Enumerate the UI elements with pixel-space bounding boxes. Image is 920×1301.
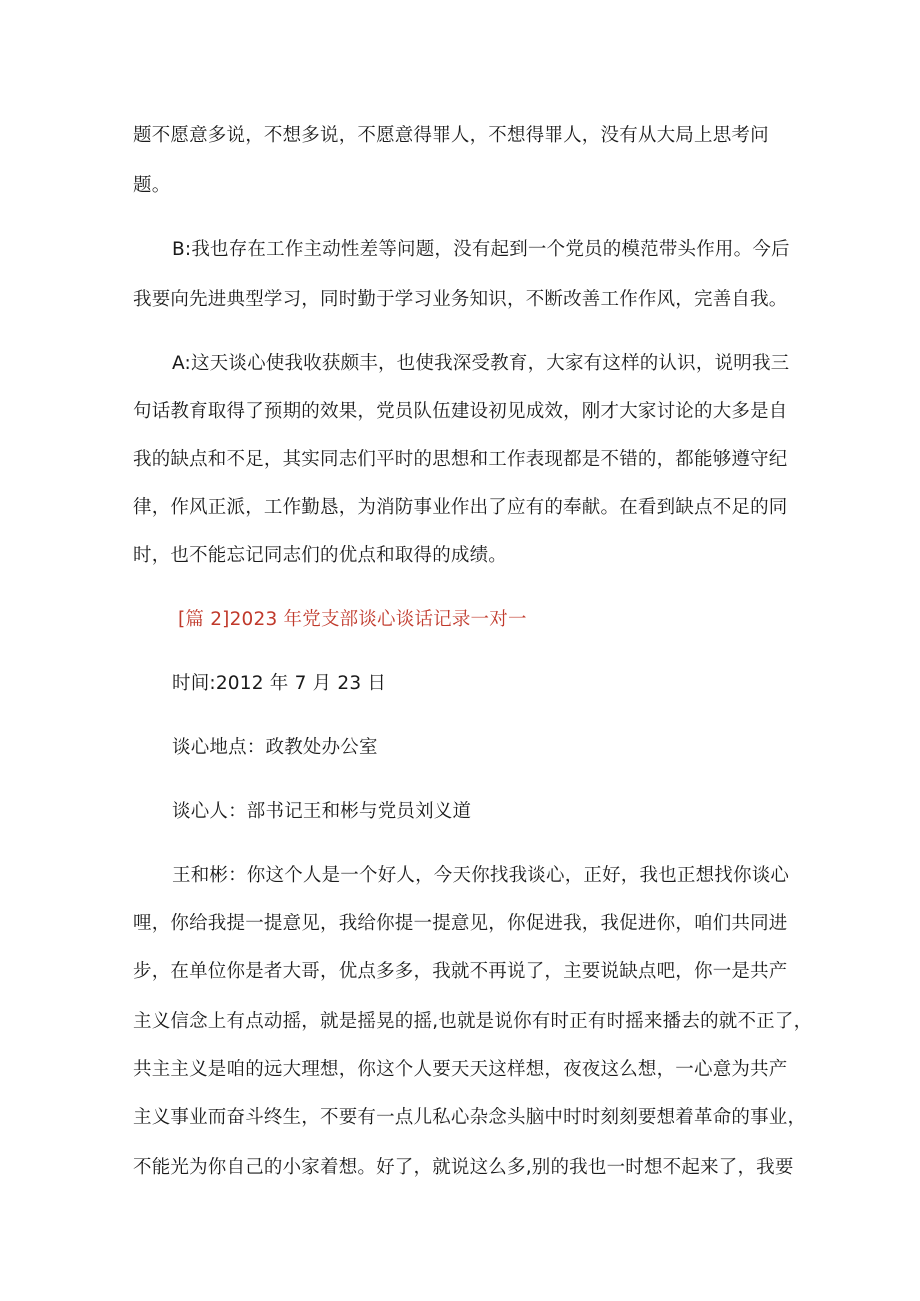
- paragraph-line: 时，也不能忘记同志们的优点和取得的成绩。: [133, 545, 508, 566]
- paragraph-line: 题不愿意多说，不想多说，不愿意得罪人，不想得罪人，没有从大局上思考问: [133, 125, 769, 146]
- paragraph-line: 主义事业而奋斗终生，不要有一点儿私心杂念头脑中时时刻刻要想着革命的事业，: [133, 1107, 807, 1128]
- paragraph-line: 我要向先进典型学习，同时勤于学习业务知识，不断改善工作作风，完善自我。: [133, 289, 788, 310]
- paragraph-line: 步，在单位你是者大哥，优点多多，我就不再说了，主要说缺点吧，你一是共产: [133, 961, 788, 982]
- paragraph-line: 题。: [133, 175, 171, 196]
- paragraph-line: 共主主义是咱的远大理想，你这个人要天天这样想，夜夜这么想，一心意为共产: [133, 1059, 788, 1080]
- paragraph-line: 我的缺点和不足，其实同志们平时的思想和工作表现都是不错的，都能够遵守纪: [133, 449, 788, 470]
- paragraph-line: B:我也存在工作主动性差等问题，没有起到一个党员的模范带头作用。今后: [172, 239, 790, 260]
- paragraph-line: 不能光为你自己的小家着想。好了，就说这么多,别的我也一时想不起来了，我要: [133, 1157, 794, 1178]
- paragraph-line: 主义信念上有点动摇，就是摇晃的摇,也就是说你有时正有时摇来播去的就不正了，: [133, 1011, 813, 1032]
- meeting-place: 谈心地点：政教处办公室: [172, 737, 378, 758]
- meeting-time: 时间:2012 年 7 月 23 日: [172, 673, 387, 694]
- paragraph-line: 律，作风正派，工作勤恳，为消防事业作出了应有的奉献。在看到缺点不足的同: [133, 497, 788, 518]
- paragraph-line: 句话教育取得了预期的效果，党员队伍建设初见成效，刚才大家讨论的大多是自: [133, 401, 788, 422]
- section-heading: [篇 2]2023 年党支部谈心谈话记录一对一: [178, 609, 527, 630]
- paragraph-line: A:这天谈心使我收获颇丰，也使我深受教育，大家有这样的认识，说明我三: [172, 353, 790, 374]
- paragraph-line: 哩，你给我提一提意见，我给你提一提意见，你促进我，我促进你，咱们共同进: [133, 913, 788, 934]
- meeting-participants: 谈心人：部书记王和彬与党员刘义道: [172, 801, 472, 822]
- paragraph-line: 王和彬：你这个人是一个好人，今天你找我谈心，正好，我也正想找你谈心: [172, 865, 790, 886]
